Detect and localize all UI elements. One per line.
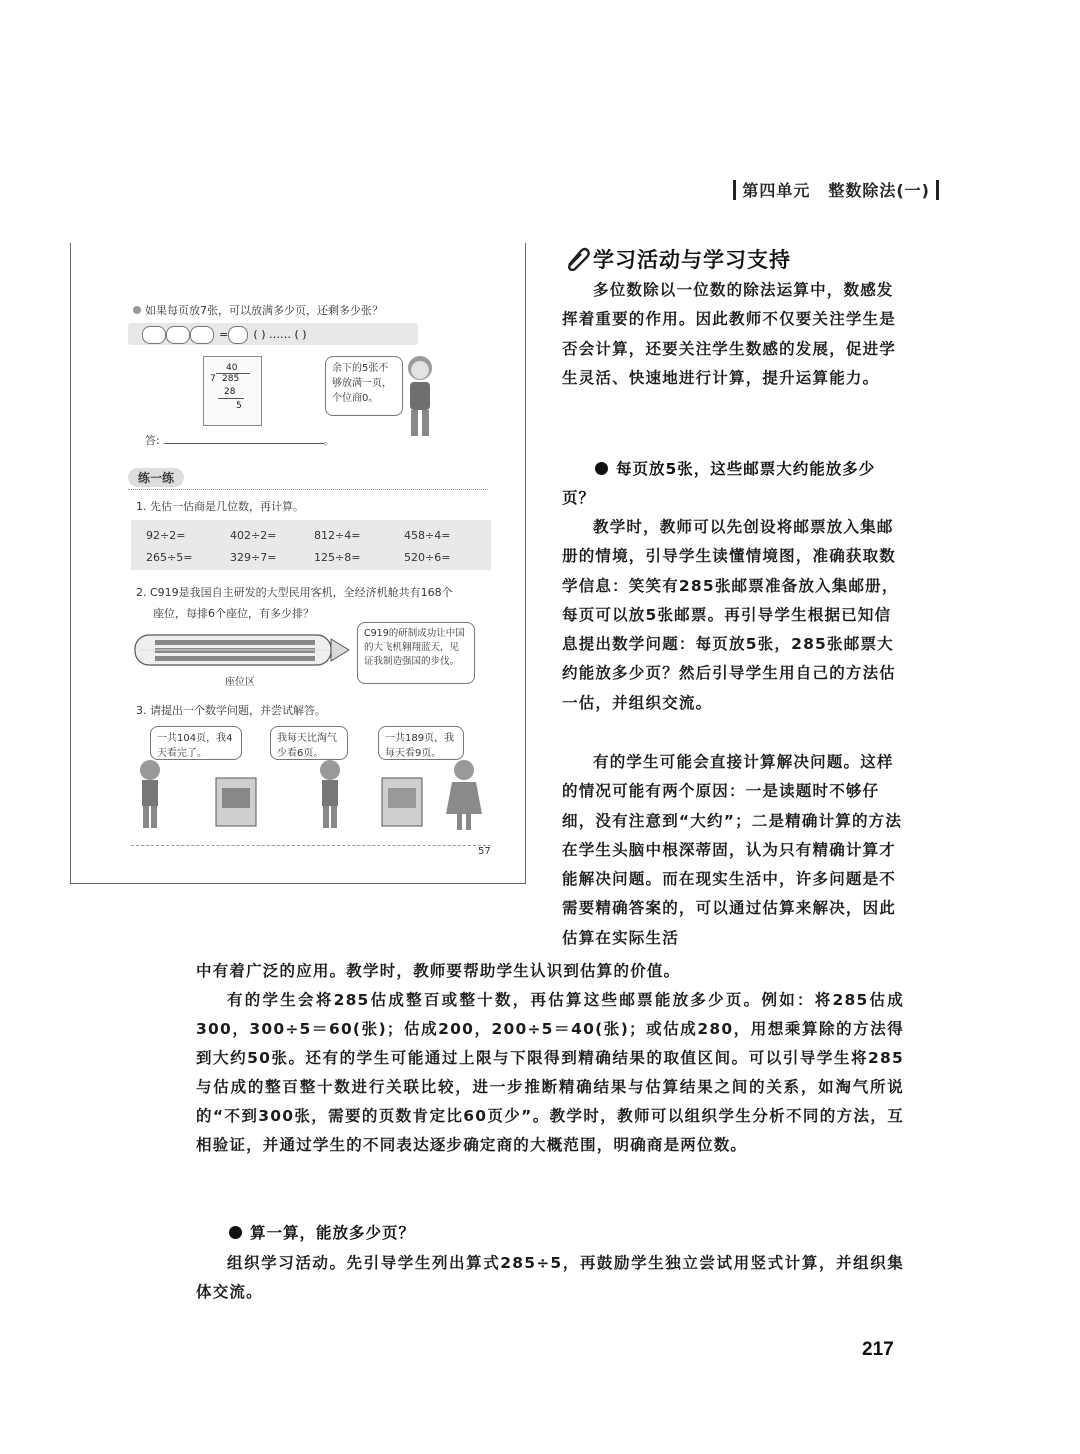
paragraph-estimate-value: 中有着广泛的应用。教学时，教师要帮助学生认识到估算的价值。 bbox=[196, 962, 681, 980]
tb-equation-row: = ( ) …… ( ) bbox=[128, 323, 418, 345]
tb-plane-note: C919的研制成功让中国的大飞机翱翔蓝天，见证我制造强国的步伐。 bbox=[357, 622, 475, 684]
tb-expr: 812÷4= bbox=[314, 529, 361, 542]
tb-expr: 92÷2= bbox=[146, 529, 186, 542]
tb-expr: 402÷2= bbox=[230, 529, 277, 542]
tb-bubble-2: 我每天比淘气少看6页。 bbox=[270, 726, 348, 760]
paragraph-direct-calc: 有的学生可能会直接计算解决问题。这样的情况可能有两个原因：一是读题时不够仔细，没有注意到“大约”；二是精确计算的方法在学生头脑中根深蒂固，认为只有精确计算才能解决问题。而在现实生活中，许多问题是不需要精确答案的，可以通过估算来解决，因此估算在实际生活 bbox=[562, 753, 903, 947]
header-unit: 第四单元 bbox=[742, 181, 811, 200]
header-title: 整数除法(一) bbox=[828, 181, 930, 200]
bullet-dot-icon bbox=[229, 1226, 242, 1239]
airplane-seating-icon bbox=[133, 629, 353, 671]
paragraph-activity: 组织学习活动。先引导学生列出算式285÷5，再鼓励学生独立尝试用竖式计算，并组织集体交流。 bbox=[196, 1254, 904, 1301]
running-header bbox=[560, 178, 945, 201]
tb-practice-tag: 练一练 bbox=[128, 468, 184, 487]
section-title: 学习活动与学习支持 bbox=[563, 244, 791, 274]
tb-scenes bbox=[134, 722, 489, 834]
header-bar-left bbox=[733, 180, 736, 200]
tb-expr: 520÷6= bbox=[404, 551, 451, 564]
tb-bubble-1: 一共104页，我4天看完了。 bbox=[150, 726, 242, 760]
bullet-icon bbox=[133, 306, 141, 314]
tb-answer-line: 答: 。 bbox=[145, 434, 335, 447]
tb-expr: 458÷4= bbox=[404, 529, 451, 542]
tb-page-number: 57 bbox=[478, 846, 491, 857]
tb-practice-row bbox=[128, 467, 488, 490]
tb-q2-line2: 座位，每排6个座位，有多少排？ bbox=[153, 607, 314, 620]
tb-bottom-rule bbox=[131, 845, 491, 846]
tb-hint-bubble: 余下的5张不够放满一页，个位商0。 bbox=[325, 356, 403, 416]
tb-kids-books-icon bbox=[134, 758, 489, 834]
bullet-dot-icon bbox=[595, 462, 608, 475]
tb-bubble-3: 一共189页，我每天看9页。 bbox=[378, 726, 464, 760]
tb-q1: 1. 先估一估商是几位数，再计算。 bbox=[136, 500, 304, 513]
tb-division-card: 40 7 285 28 5 bbox=[203, 356, 262, 426]
intro-paragraph: 多位数除以一位数的除法运算中，数感发挥着重要的作用。因此教师不仅要关注学生是否会计算，还要关注学生数感的发展，促进学生灵活、快速地进行计算，提升运算能力。 bbox=[562, 281, 897, 387]
boy-figure-icon bbox=[398, 352, 442, 444]
tb-q2-line1: 2. C919是我国自主研发的大型民用客机，全经济机舱共有168个 bbox=[136, 586, 453, 599]
tb-question: 如果每页放7张，可以放满多少页，还剩多少张？ bbox=[133, 302, 513, 318]
tb-expr: 125÷8= bbox=[314, 551, 361, 564]
tb-expr: 265÷5= bbox=[146, 551, 193, 564]
heading-estimate: 每页放5张，这些邮票大约能放多少页？ bbox=[562, 460, 876, 508]
tb-seat-area: 座位区 bbox=[225, 677, 255, 688]
paragraph-teaching: 教学时，教师可以先创设将邮票放入集邮册的情境，引导学生读懂情境图，准确获取数学信息：笑笑有285张邮票准备放入集邮册，每页可以放5张邮票。再引导学生根据已知信息提出数学问题：每页放5张，285张邮票大约能放多少页？然后引导学生用自己的方法估一估，并组织交流。 bbox=[562, 518, 899, 712]
heading-calculate: 算一算，能放多少页？ bbox=[196, 1219, 904, 1248]
header-bar-right bbox=[936, 180, 939, 200]
tb-q3: 3. 请提出一个数学问题，并尝试解答。 bbox=[136, 704, 326, 717]
paperclip-icon bbox=[563, 245, 591, 271]
page-number: 217 bbox=[862, 1339, 894, 1360]
paragraph-estimate-methods: 有的学生会将285估成整百或整十数，再估算这些邮票能放多少页。例如：将285估成300，300÷5＝60(张)；估成200，200÷5＝40(张)；或估成280，用想乘算除的方法得到大约50张。还有的学生可能通过上限与下限得到精确结果的取值区间。可以引导学生将285与估成的整百整十数进行关联比较，进一步推断精确结果与估算结果之间的关系，如淘气所说的“不到300张，需要的页数肯定比60页少”。教学时，教师可以组织学生分析不同的方法，互相验证，并通过学生的不同表达逐步确定商的大概范围，明确商是两位数。 bbox=[196, 991, 904, 1154]
tb-expr: 329÷7= bbox=[230, 551, 277, 564]
